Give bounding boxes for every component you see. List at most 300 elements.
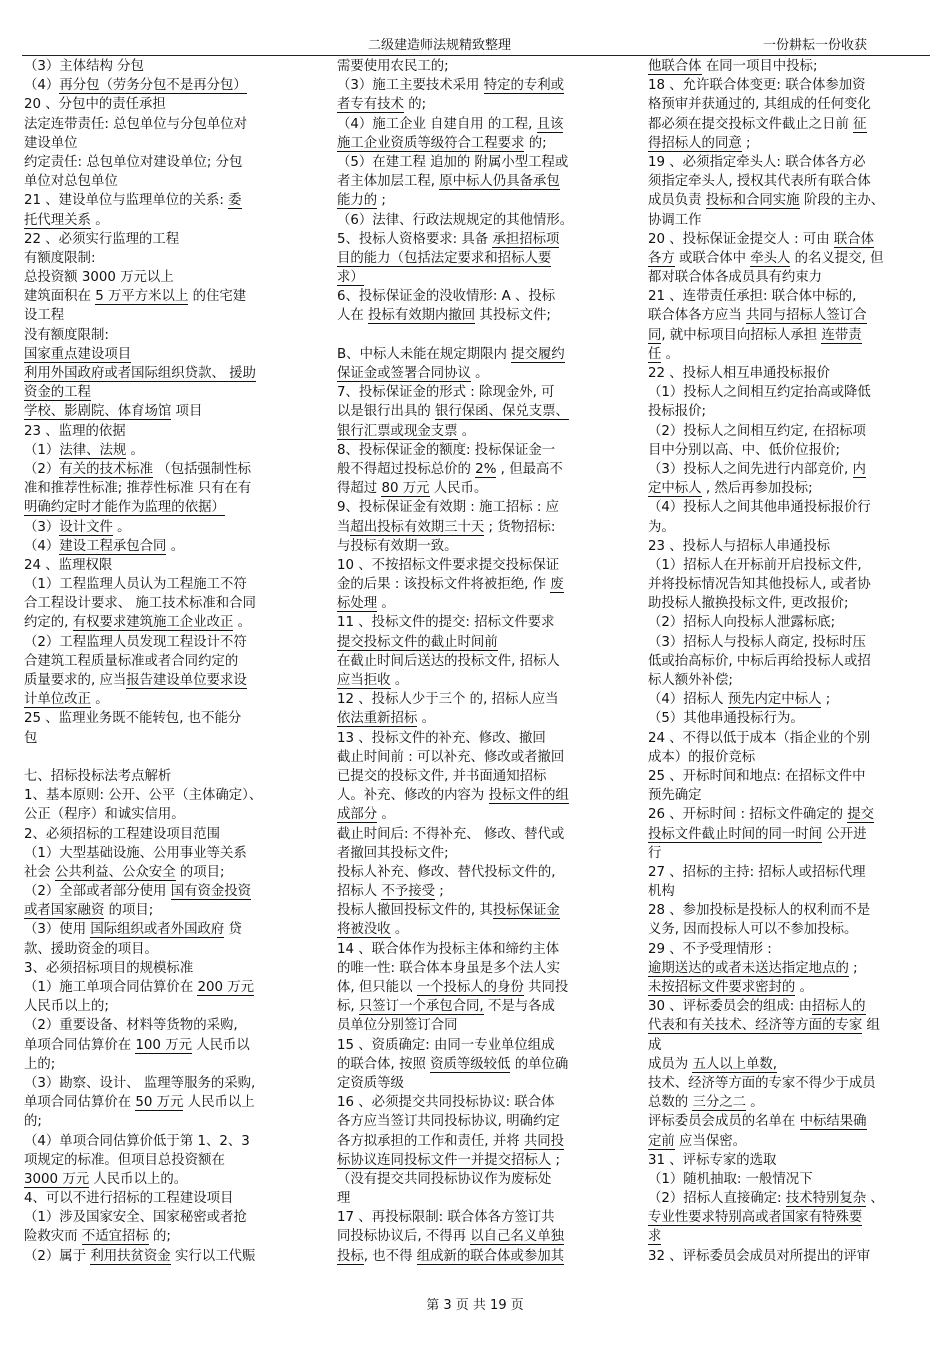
text-segment: （没有提交共同投标协议作为废标处: [337, 1171, 552, 1187]
text-line: [24, 786, 314, 805]
underlined-key-phrase: 定中标人: [648, 481, 702, 497]
text-line: [24, 422, 314, 441]
text-segment: 成员为: [648, 1056, 693, 1072]
text-line: [24, 498, 314, 517]
text-line: [648, 1036, 938, 1055]
text-line: [337, 1151, 627, 1170]
text-segment: 截止时间前 : 可以补充、修改或者撤回: [337, 749, 565, 765]
text-segment: 社会: [24, 864, 56, 880]
text-segment: 人民币以上: [183, 1095, 255, 1111]
text-segment: 人民币以: [192, 1037, 250, 1053]
text-segment: 总数的: [648, 1095, 693, 1111]
text-line: [337, 844, 627, 863]
text-segment: 5、投标人资格要求: 具备: [337, 231, 493, 247]
text-line: [337, 460, 627, 479]
text-line: [24, 748, 314, 767]
text-segment: 22 、必须实行监理的工程: [24, 231, 180, 247]
underlined-key-phrase: 或者国家融资: [24, 903, 105, 919]
text-line: [337, 920, 627, 939]
text-segment: 不是与各成: [483, 999, 555, 1015]
text-line: [337, 690, 627, 709]
text-segment: 。: [390, 922, 409, 938]
text-line: [337, 345, 627, 364]
text-line: [24, 172, 314, 191]
text-segment: 7、投标保证金的形式 : 除现金外, 可: [337, 385, 555, 401]
underlined-key-phrase: 利用扶贫资金: [90, 1248, 171, 1264]
text-segment: （2）工程监理人员发现工程设计不符: [24, 634, 247, 650]
text-segment: 各方应当签订共同投标协议, 明确约定: [337, 1114, 560, 1130]
text-line: [337, 364, 627, 383]
text-segment: 、: [866, 1191, 884, 1207]
text-segment: 10 、不按招标文件要求提交投标保证: [337, 557, 560, 573]
text-line: [24, 633, 314, 652]
text-line: [648, 959, 938, 978]
text-segment: 并将投标情况告知其他投标人, 或者协: [648, 577, 871, 593]
text-line: [24, 882, 314, 901]
text-line: [648, 613, 938, 632]
text-line: [337, 863, 627, 882]
text-line: [337, 211, 627, 230]
underlined-key-phrase: 200 万元: [197, 980, 255, 995]
text-line: [648, 1132, 938, 1151]
text-line: [648, 786, 938, 805]
header-slogan: 一份耕耘一份收获: [763, 38, 868, 53]
text-line: [648, 287, 938, 306]
text-line: [337, 671, 627, 690]
underlined-key-phrase: 托代理关系: [24, 212, 91, 228]
text-segment: 招标人: [337, 884, 382, 900]
text-segment: 者主体加层工程,: [337, 174, 440, 190]
text-segment: 的唯一性: 联合体本身虽是多个法人实: [337, 960, 561, 976]
underlined-key-phrase: 各方: [648, 250, 675, 266]
text-segment: 员单位分别签订合同: [337, 1018, 458, 1034]
text-segment: 。: [166, 538, 185, 554]
text-segment: 的;: [24, 1114, 42, 1130]
text-segment: 。: [233, 615, 252, 631]
text-segment: 。: [470, 366, 489, 381]
underlined-key-phrase: 投标有效期内撤回: [368, 308, 476, 324]
text-line: [648, 383, 938, 402]
text-line: [648, 326, 938, 345]
text-segment: （2）招标人直接确定:: [648, 1191, 786, 1207]
underlined-key-phrase: 能力的: [337, 193, 378, 209]
text-column-right: [648, 57, 938, 1266]
text-segment: 同投标协议后, 不得再: [337, 1229, 471, 1245]
text-line: [337, 1112, 627, 1131]
text-segment: （5）在建工程 追加的 附属小型工程或: [337, 154, 569, 170]
text-line: [337, 1189, 627, 1208]
text-segment: 都必须在提交投标文件截止之日前: [648, 116, 854, 132]
text-line: [337, 1132, 627, 1151]
text-line: [24, 134, 314, 153]
text-line: [337, 57, 627, 76]
text-line: [648, 268, 938, 287]
text-segment: 25 、监理业务既不能转包, 也不能分: [24, 711, 242, 727]
text-line: [648, 690, 938, 709]
text-line: [24, 825, 314, 844]
text-segment: 8、投标保证金的额度: 投标保证金一: [337, 442, 556, 458]
text-segment: , 但最高不: [496, 461, 563, 477]
underlined-key-phrase: 报告建设单位要求设: [126, 673, 247, 688]
text-segment: 须指定牵头人, 授权其代表所有联合体: [648, 174, 871, 190]
text-segment: , 然后再参加投标;: [701, 481, 813, 497]
text-line: [337, 383, 627, 402]
text-line: [648, 191, 938, 210]
text-line: [648, 1074, 938, 1093]
text-segment: 组: [862, 1018, 880, 1034]
underlined-key-phrase: 得招标人的同意: [648, 135, 742, 151]
text-line: [337, 729, 627, 748]
text-line: [24, 1132, 314, 1151]
text-segment: （2）投标人之间相互约定, 在招标项: [648, 423, 866, 439]
text-line: [337, 805, 627, 824]
text-line: [648, 709, 938, 728]
text-segment: 项目: [171, 404, 203, 420]
text-line: [337, 287, 627, 306]
text-line: [24, 844, 314, 863]
underlined-key-phrase: 50 万元: [135, 1095, 184, 1111]
underlined-key-phrase: 明确约定时才能作为监理的依据）: [24, 500, 225, 516]
text-line: [24, 959, 314, 978]
text-segment: 单位对总包单位: [24, 174, 118, 190]
text-line: [648, 671, 938, 690]
text-line: [337, 613, 627, 632]
underlined-key-phrase: 投标和合同实施: [705, 193, 800, 209]
text-line: [648, 1016, 938, 1035]
text-segment: 23 、投标人与招标人串通投标: [648, 538, 830, 554]
text-segment: 27 、招标的主持: 招标人或招标代理: [648, 864, 866, 880]
text-line: [24, 537, 314, 556]
text-line: [24, 211, 314, 230]
text-segment: ;: [848, 960, 858, 976]
text-line: [648, 422, 938, 441]
text-line: [24, 901, 314, 920]
text-segment: 9、投标保证金有效期 : 施工招标 : 应: [337, 500, 560, 516]
text-line: [24, 230, 314, 249]
text-line: [648, 76, 938, 95]
text-line: [24, 729, 314, 748]
text-segment: 。: [417, 711, 435, 727]
underlined-key-phrase: 内: [852, 461, 866, 477]
text-segment: 。: [377, 596, 395, 612]
text-line: [648, 345, 938, 364]
underlined-key-phrase: 专业性要求特别高或者国家有特殊要: [648, 1210, 863, 1226]
text-segment: 人在: [337, 308, 369, 324]
text-line: [337, 537, 627, 556]
underlined-key-phrase: 投标文件截止时间的同一时间: [648, 826, 823, 842]
underlined-key-phrase: 且该: [536, 116, 564, 132]
text-segment: 。: [746, 1095, 764, 1111]
underlined-key-phrase: 废: [550, 577, 564, 593]
page-footer: 第 3 页 共 19 页: [426, 1298, 524, 1313]
text-line: [24, 613, 314, 632]
underlined-key-phrase: 定前: [648, 1133, 675, 1149]
text-line: [648, 1227, 938, 1246]
text-segment: 为。: [648, 519, 675, 535]
text-segment: （3）施工主要技术采用: [337, 78, 484, 94]
text-segment: （4）: [24, 78, 60, 94]
text-line: [337, 1074, 627, 1093]
text-segment: 2、必须招标的工程建设项目范围: [24, 826, 220, 842]
text-line: [648, 441, 938, 460]
text-line: [648, 940, 938, 959]
text-line: [337, 767, 627, 786]
text-line: [337, 786, 627, 805]
underlined-key-phrase: 利用外国政府或者国际组织贷款、 援助: [24, 366, 256, 381]
text-line: [648, 844, 938, 863]
text-segment: 已提交的投标文件, 并书面通知招标: [337, 768, 547, 784]
text-segment: 17 、再投标限制: 联合体各方签订共: [337, 1210, 555, 1226]
text-line: [24, 671, 314, 690]
text-line: [648, 518, 938, 537]
text-segment: 约定的,: [24, 615, 73, 631]
text-line: [337, 441, 627, 460]
text-segment: 人。补充、修改的内容为: [337, 788, 489, 804]
text-segment: 32 、评标委员会成员对所提出的评审: [648, 1248, 871, 1264]
text-segment: 人民币以上的。: [89, 1171, 188, 1187]
text-segment: 的住宅建: [188, 289, 247, 305]
text-segment: （1）招标人在开标前开启投标文件,: [648, 557, 862, 573]
text-segment: （6）法律、行政法规规定的其他情形。: [337, 212, 574, 228]
underlined-key-phrase: 技术特别复杂: [785, 1191, 867, 1207]
text-line: [24, 1151, 314, 1170]
text-segment: 法定连带责任: 总包单位与分包单位对: [24, 116, 248, 132]
text-segment: 12 、投标人少于三个 的, 招标人应当: [337, 692, 559, 708]
text-segment: 理: [337, 1191, 351, 1207]
underlined-key-phrase: 应当拒收: [337, 673, 391, 688]
text-line: [24, 1055, 314, 1074]
text-segment: （5）其他串通投标行为。: [648, 711, 804, 727]
text-line: [337, 422, 627, 441]
text-segment: 成本）的报价竞标: [648, 749, 756, 765]
text-segment: 人民币。: [429, 481, 488, 497]
text-column-left: [24, 57, 314, 1266]
underlined-key-phrase: 公共利益、公众安全: [55, 864, 176, 880]
text-line: [24, 364, 314, 383]
text-segment: 31 、评标专家的选取: [648, 1152, 777, 1168]
underlined-key-phrase: 同: [648, 327, 662, 343]
text-line: [337, 940, 627, 959]
text-segment: 或联合体中: [674, 250, 751, 266]
text-line: [24, 191, 314, 210]
text-line: [337, 978, 627, 997]
text-segment: ; 货物招标:: [484, 519, 556, 535]
text-line: [648, 115, 938, 134]
text-segment: 设工程: [24, 308, 65, 324]
text-column-middle: [337, 57, 627, 1266]
text-segment: （1）大型基础设施、公用事业等关系: [24, 845, 247, 861]
text-line: [24, 460, 314, 479]
text-segment: （1）随机抽取: 一般情况下: [648, 1171, 813, 1187]
text-segment: （2）全部或者部分使用: [24, 884, 171, 900]
underlined-key-phrase: 征: [853, 116, 867, 132]
underlined-key-phrase: 标处理: [337, 596, 378, 612]
underlined-key-phrase: 特定的专利或: [483, 78, 565, 94]
underlined-key-phrase: 标协议连同投标文件一并提交招标人: [337, 1152, 552, 1168]
text-line: [337, 959, 627, 978]
text-line: [648, 402, 938, 421]
text-segment: （2）重要设备、材料等货物的采购,: [24, 1018, 238, 1034]
text-line: [337, 1247, 627, 1266]
text-line: [337, 326, 627, 345]
text-line: [24, 1189, 314, 1208]
underlined-key-phrase: 代表和有关技术、经济等方面的专家: [648, 1018, 863, 1034]
text-segment: 28 、参加投标是投标人的权利而不是: [648, 903, 871, 919]
text-segment: 14 、联合体作为投标主体和缔约主体: [337, 941, 560, 957]
text-segment: B、中标人未能在规定期限内: [337, 346, 512, 362]
text-segment: 贷: [224, 922, 242, 938]
underlined-key-phrase: 牵头人: [750, 250, 791, 266]
underlined-key-phrase: 者专有技术: [337, 97, 404, 113]
text-segment: 的;: [524, 135, 547, 151]
text-segment: ;: [551, 1152, 561, 1168]
text-line: [337, 882, 627, 901]
text-line: [648, 479, 938, 498]
text-segment: 13 、投标文件的补充、修改、撤回: [337, 730, 546, 746]
text-line: [24, 920, 314, 939]
text-segment: （包括强制性标: [153, 461, 252, 477]
text-segment: 的;: [403, 97, 427, 113]
text-segment: 24 、监理权限: [24, 557, 113, 573]
text-segment: 与投标有效期一致。: [337, 538, 458, 554]
text-line: [648, 460, 938, 479]
text-line: [337, 76, 627, 95]
text-line: [648, 920, 938, 939]
text-line: [648, 863, 938, 882]
underlined-key-phrase: 目的能力（包括法定要求和招标人要: [337, 250, 552, 266]
underlined-key-phrase: 80 万元: [381, 481, 430, 497]
text-segment: 21 、连带责任承担: 联合体中标的,: [648, 289, 857, 305]
text-segment: 以是银行出具的: [337, 404, 435, 420]
text-segment: 11 、投标文件的提交: 招标文件要求: [337, 615, 555, 631]
text-segment: 技术、经济等方面的专家不得少于成员: [648, 1075, 876, 1091]
text-segment: 目中分别以高、中、低价位报价;: [648, 442, 840, 458]
text-segment: 20 、分包中的责任承担: [24, 97, 166, 113]
text-line: [648, 978, 938, 997]
text-line: [337, 709, 627, 728]
text-line: [337, 1036, 627, 1055]
text-line: [648, 748, 938, 767]
text-line: [24, 326, 314, 345]
text-line: [648, 306, 938, 325]
text-line: [648, 537, 938, 556]
text-segment: 。: [457, 423, 476, 439]
text-segment: 在同一项目中投标;: [701, 59, 818, 74]
text-line: [24, 153, 314, 172]
text-line: [648, 556, 938, 575]
text-line: [24, 594, 314, 613]
text-line: [648, 882, 938, 901]
underlined-key-phrase: 招标人的: [811, 999, 866, 1015]
text-segment: 联合体各方应当: [648, 308, 746, 324]
text-segment: 上的;: [24, 1056, 56, 1072]
text-line: [24, 76, 314, 95]
text-segment: ;: [741, 135, 751, 151]
text-segment: 预先确定: [648, 788, 702, 804]
underlined-key-phrase: 国际组织或者外国政府: [90, 922, 225, 938]
text-segment: 26 、开标时间 : 招标文件确定的: [648, 807, 848, 823]
text-segment: 22 、投标人相互串通投标报价: [648, 366, 830, 381]
text-line: [648, 1112, 938, 1131]
underlined-key-phrase: 依法重新招标: [337, 711, 418, 727]
text-segment: 公开进: [822, 826, 867, 842]
text-segment: 的名义提交, 但: [790, 250, 884, 266]
underlined-key-phrase: 承担招标项: [492, 231, 560, 247]
text-line: [648, 901, 938, 920]
underlined-key-phrase: 中标结果确: [799, 1114, 867, 1130]
text-segment: 投标报价;: [648, 404, 707, 420]
text-segment: 约定责任: 总包单位对建设单位; 分包: [24, 154, 243, 170]
text-segment: 。: [661, 346, 680, 362]
underlined-key-phrase: 建设工程承包合同: [59, 538, 167, 554]
text-line: [24, 1227, 314, 1246]
underlined-key-phrase: 5 万平方米以上: [95, 289, 189, 305]
text-line: [24, 863, 314, 882]
text-segment: （4）招标人: [648, 692, 728, 708]
text-line: [648, 95, 938, 114]
text-segment: 阶段的主办、: [799, 193, 885, 209]
text-segment: 建筑面积在: [24, 289, 96, 305]
text-segment: （3）招标人与投标人商定, 投标时压: [648, 634, 866, 650]
text-line: [337, 997, 627, 1016]
text-line: [648, 498, 938, 517]
text-line: [24, 57, 314, 76]
text-segment: 机构: [648, 884, 675, 900]
text-segment: 应当保密。: [674, 1133, 746, 1149]
text-segment: 准和推荐性标准; 推荐性标准 只有在有: [24, 481, 252, 497]
text-segment: 单项合同估算价在: [24, 1037, 136, 1053]
underlined-key-phrase: 投标: [337, 1248, 364, 1264]
text-line: [337, 1170, 627, 1189]
text-line: [648, 211, 938, 230]
underlined-key-phrase: 未按招标文件要求密封的: [648, 980, 796, 995]
text-segment: （2）: [24, 461, 60, 477]
text-segment: 的联合体, 按照: [337, 1056, 431, 1072]
underlined-key-phrase: 提交投标文件的截止时间前: [337, 634, 498, 650]
text-line: [24, 1170, 314, 1189]
text-line: [24, 249, 314, 268]
text-segment: 包: [24, 730, 38, 746]
text-line: [337, 249, 627, 268]
text-line: [337, 1227, 627, 1246]
underlined-key-phrase: 有权要求建筑施工企业改正: [72, 615, 234, 631]
underlined-key-phrase: 银行汇票或现金支票: [337, 423, 458, 439]
text-line: [24, 997, 314, 1016]
text-line: [337, 115, 627, 134]
text-segment: 行: [648, 845, 662, 861]
text-line: [24, 1247, 314, 1266]
text-line: [24, 652, 314, 671]
underlined-key-phrase: 求: [648, 1229, 662, 1245]
text-segment: 标人额外补偿;: [648, 673, 733, 688]
text-line: [24, 345, 314, 364]
text-line: [24, 805, 314, 824]
text-line: [648, 1189, 938, 1208]
text-segment: 总投资额 3000 万元以上: [24, 270, 174, 286]
text-line: [337, 1093, 627, 1112]
text-segment: 合建筑工程质量标准或者合同约定的: [24, 653, 239, 669]
text-segment: ;: [435, 884, 444, 900]
text-segment: 的项目;: [104, 903, 154, 919]
underlined-key-phrase: 100 万元: [135, 1037, 192, 1053]
text-line: [648, 1247, 938, 1266]
text-line: [337, 633, 627, 652]
text-segment: 20 、投标保证金提交人 : 可由: [648, 231, 834, 247]
underlined-key-phrase: 只签订一个承包合同,: [358, 999, 484, 1015]
underlined-key-phrase: 委: [228, 193, 242, 209]
text-segment: 公正（程序）和诚实信用。: [24, 807, 185, 823]
text-segment: 般不得超过投标总价的: [337, 461, 476, 477]
